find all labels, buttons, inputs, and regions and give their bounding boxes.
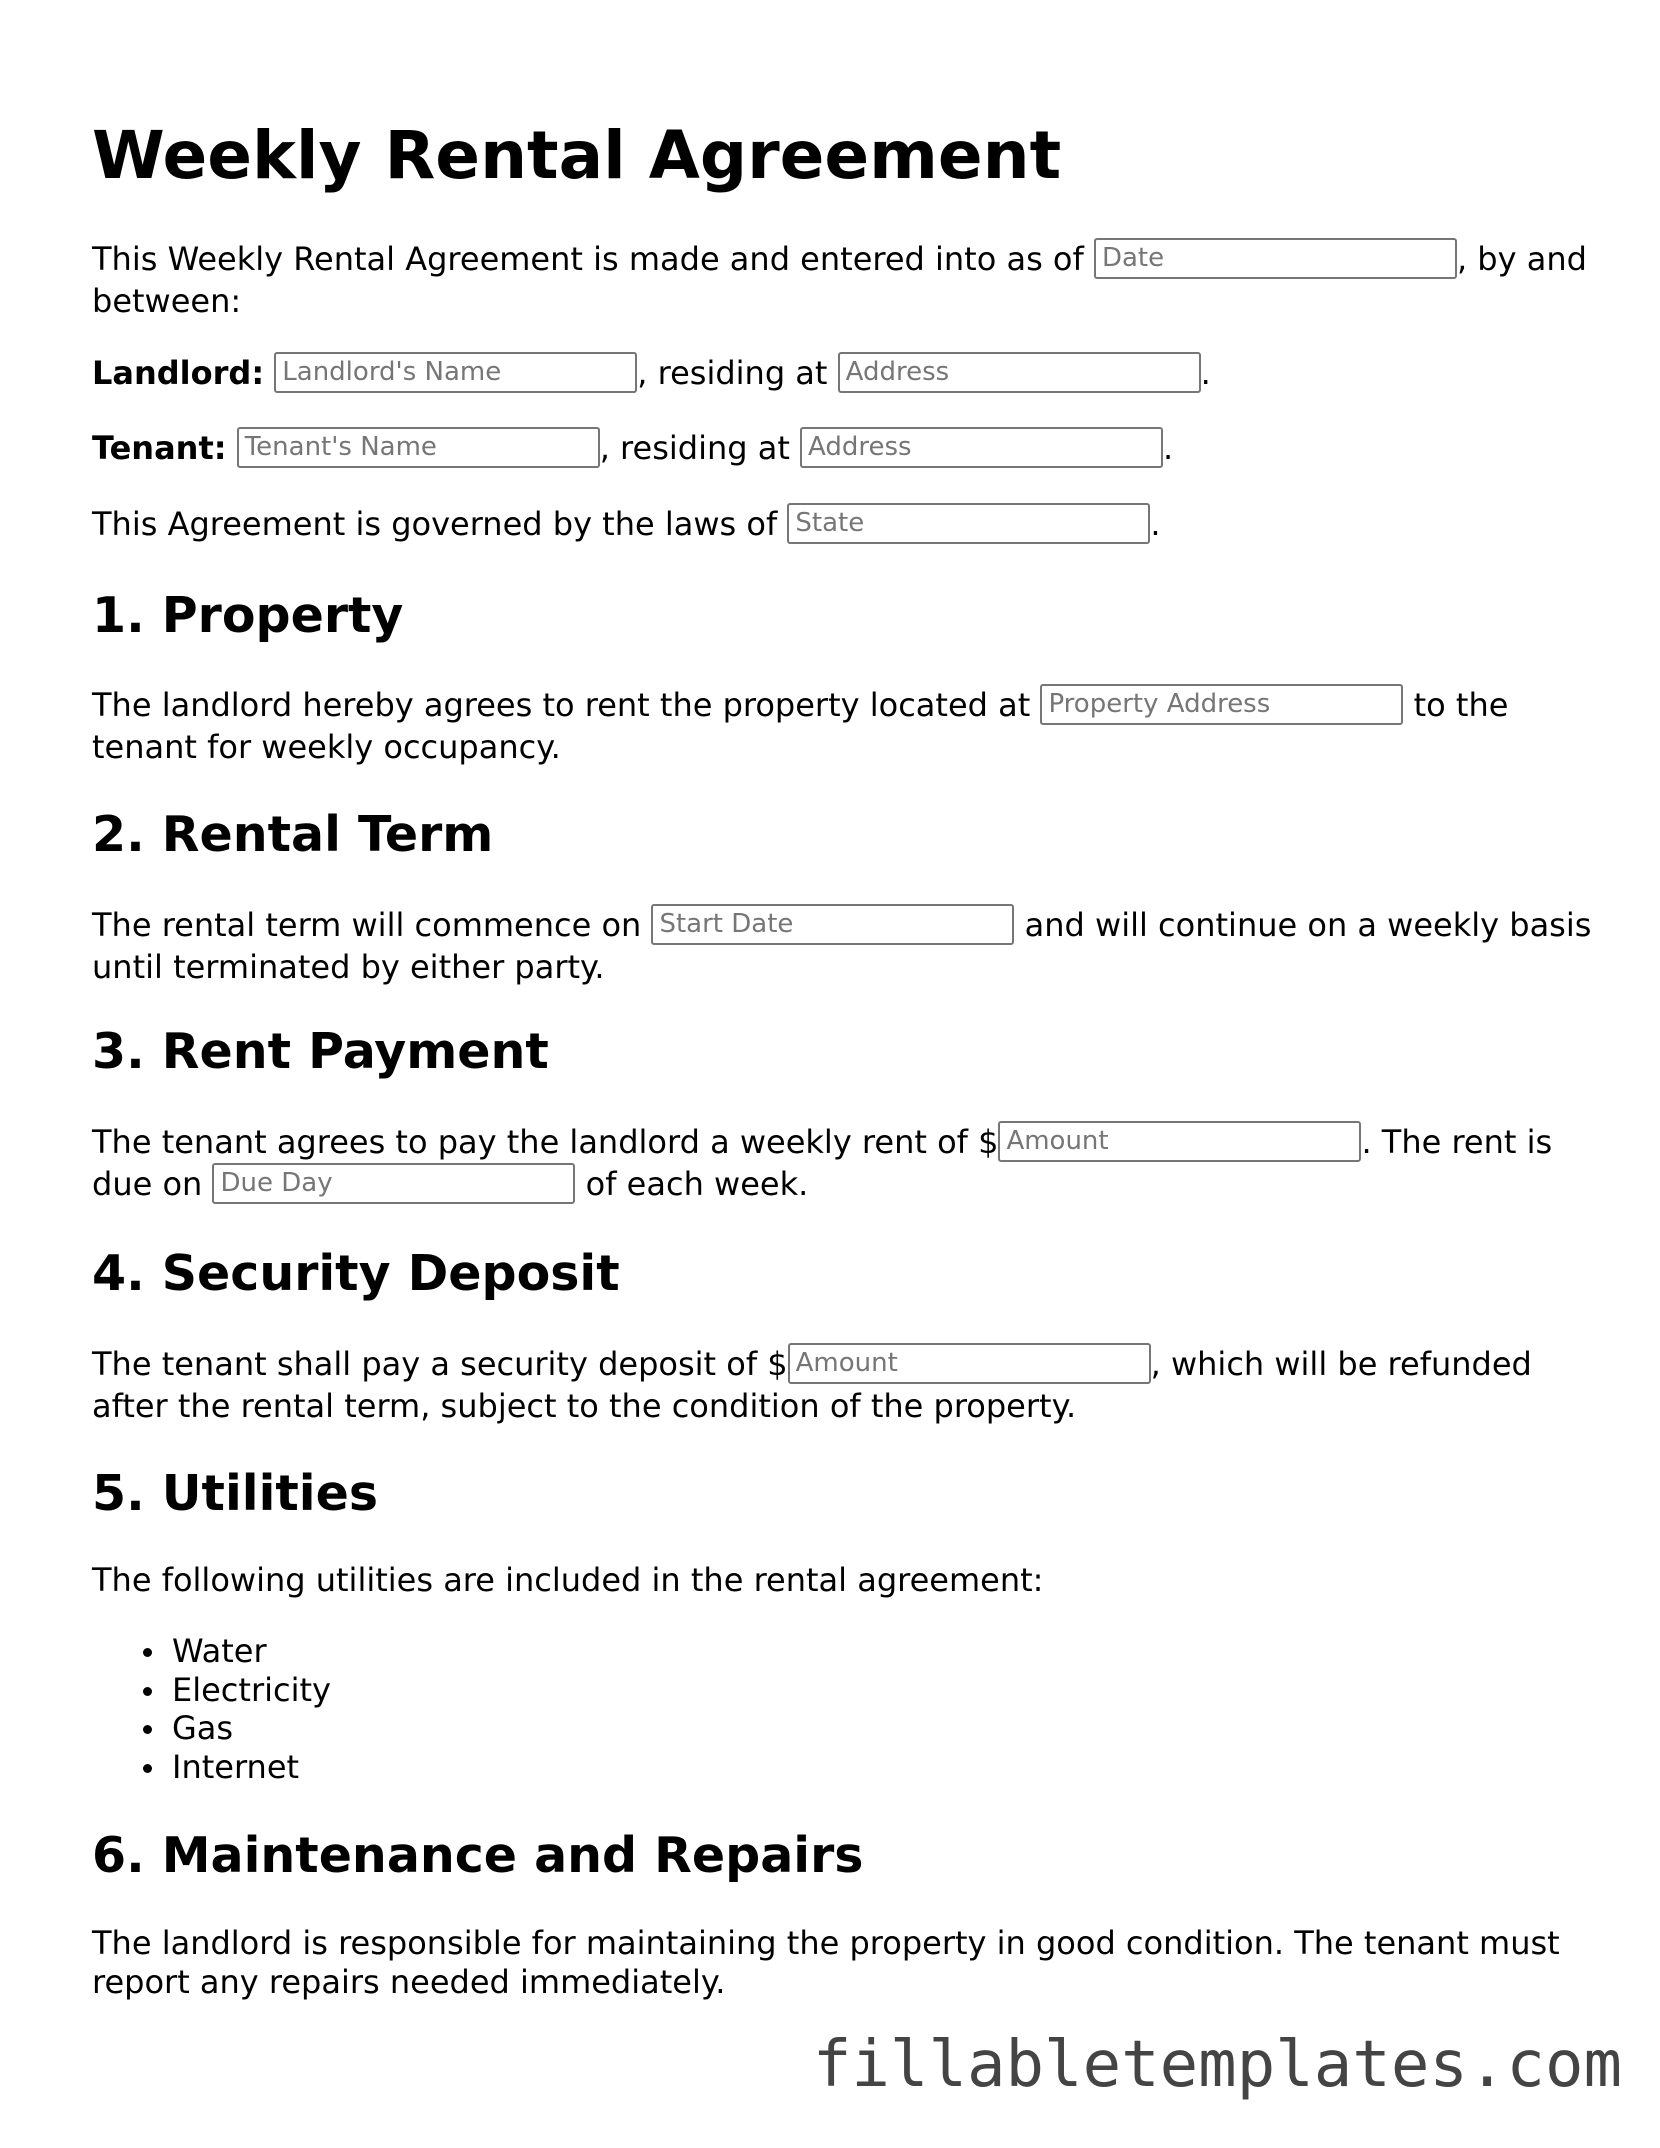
utilities-list [92,1632,331,1786]
utilities-paragraph: The following utilities are included in the rental agreement: [92,1561,1044,1599]
landlord-address-input[interactable]: Address [838,352,1201,393]
term-text-after: and will continue on a weekly basis until terminated by either party. [92,906,1592,986]
security-deposit-paragraph [92,1343,1592,1427]
rent-payment-paragraph [92,1121,1592,1205]
list-item: Internet [172,1748,331,1787]
section-heading-security-deposit: 4. Security Deposit [92,1245,620,1302]
tenant-line [92,427,1592,469]
maintenance-paragraph: The landlord is responsible for maintaining the property in good condition. The tenant must report any repairs needed immediately. [92,1924,1560,2001]
rent-amount-input[interactable]: Amount [998,1121,1361,1162]
section-heading-rental-term: 2. Rental Term [92,806,494,863]
section-heading-property: 1. Property [92,587,404,644]
term-text-before: The rental term will commence on [92,906,652,944]
intro-text-after: , by and between: [92,240,1587,320]
landlord-line [92,352,1592,394]
section-heading-maintenance: 6. Maintenance and Repairs [92,1827,864,1884]
landlord-label: Landlord: [92,354,265,392]
section-heading-utilities: 5. Utilities [92,1465,378,1522]
tenant-name-input[interactable]: Tenant's Name [237,427,600,468]
rental-term-paragraph [92,904,1592,988]
landlord-name-input[interactable]: Landlord's Name [274,352,637,393]
governing-law-line [92,503,1592,545]
property-text-before: The landlord hereby agrees to rent the property located at [92,686,1041,724]
tenant-label: Tenant: [92,429,227,467]
list-item: Water [172,1632,331,1671]
landlord-residing-text: , residing at [637,354,838,392]
landlord-line-end: . [1200,354,1211,392]
deposit-amount-input[interactable]: Amount [788,1343,1151,1384]
rent-text-middle: . The rent is due on [92,1123,1553,1203]
intro-paragraph [92,238,1592,322]
list-item: Gas [172,1709,331,1748]
tenant-address-input[interactable]: Address [800,427,1163,468]
tenant-residing-text: , residing at [599,429,801,467]
property-address-input[interactable]: Property Address [1040,684,1403,725]
property-text-after: to the tenant for weekly occupancy. [92,686,1509,766]
section-heading-rent-payment: 3. Rent Payment [92,1023,549,1080]
page-title: Weekly Rental Agreement [92,117,1062,194]
state-input[interactable]: State [787,503,1150,544]
rent-text-before: The tenant agrees to pay the landlord a weekly rent of $ [92,1123,999,1161]
due-day-input[interactable]: Due Day [212,1163,575,1204]
watermark-text: fillabletemplates.com [812,2028,1622,2102]
start-date-input[interactable]: Start Date [651,904,1014,945]
governing-text: This Agreement is governed by the laws of [92,505,788,543]
deposit-text-after: , which will be refunded after the rental term, subject to the condition of the property. [92,1345,1532,1425]
list-item: Electricity [172,1670,331,1709]
rent-text-after: of each week. [575,1165,809,1203]
property-paragraph [92,684,1592,768]
intro-text-before: This Weekly Rental Agreement is made and entered into as of [92,240,1094,278]
governing-line-end: . [1150,505,1161,543]
agreement-date-input[interactable]: Date [1094,238,1457,279]
tenant-line-end: . [1163,429,1174,467]
deposit-text-before: The tenant shall pay a security deposit of $ [92,1345,788,1383]
